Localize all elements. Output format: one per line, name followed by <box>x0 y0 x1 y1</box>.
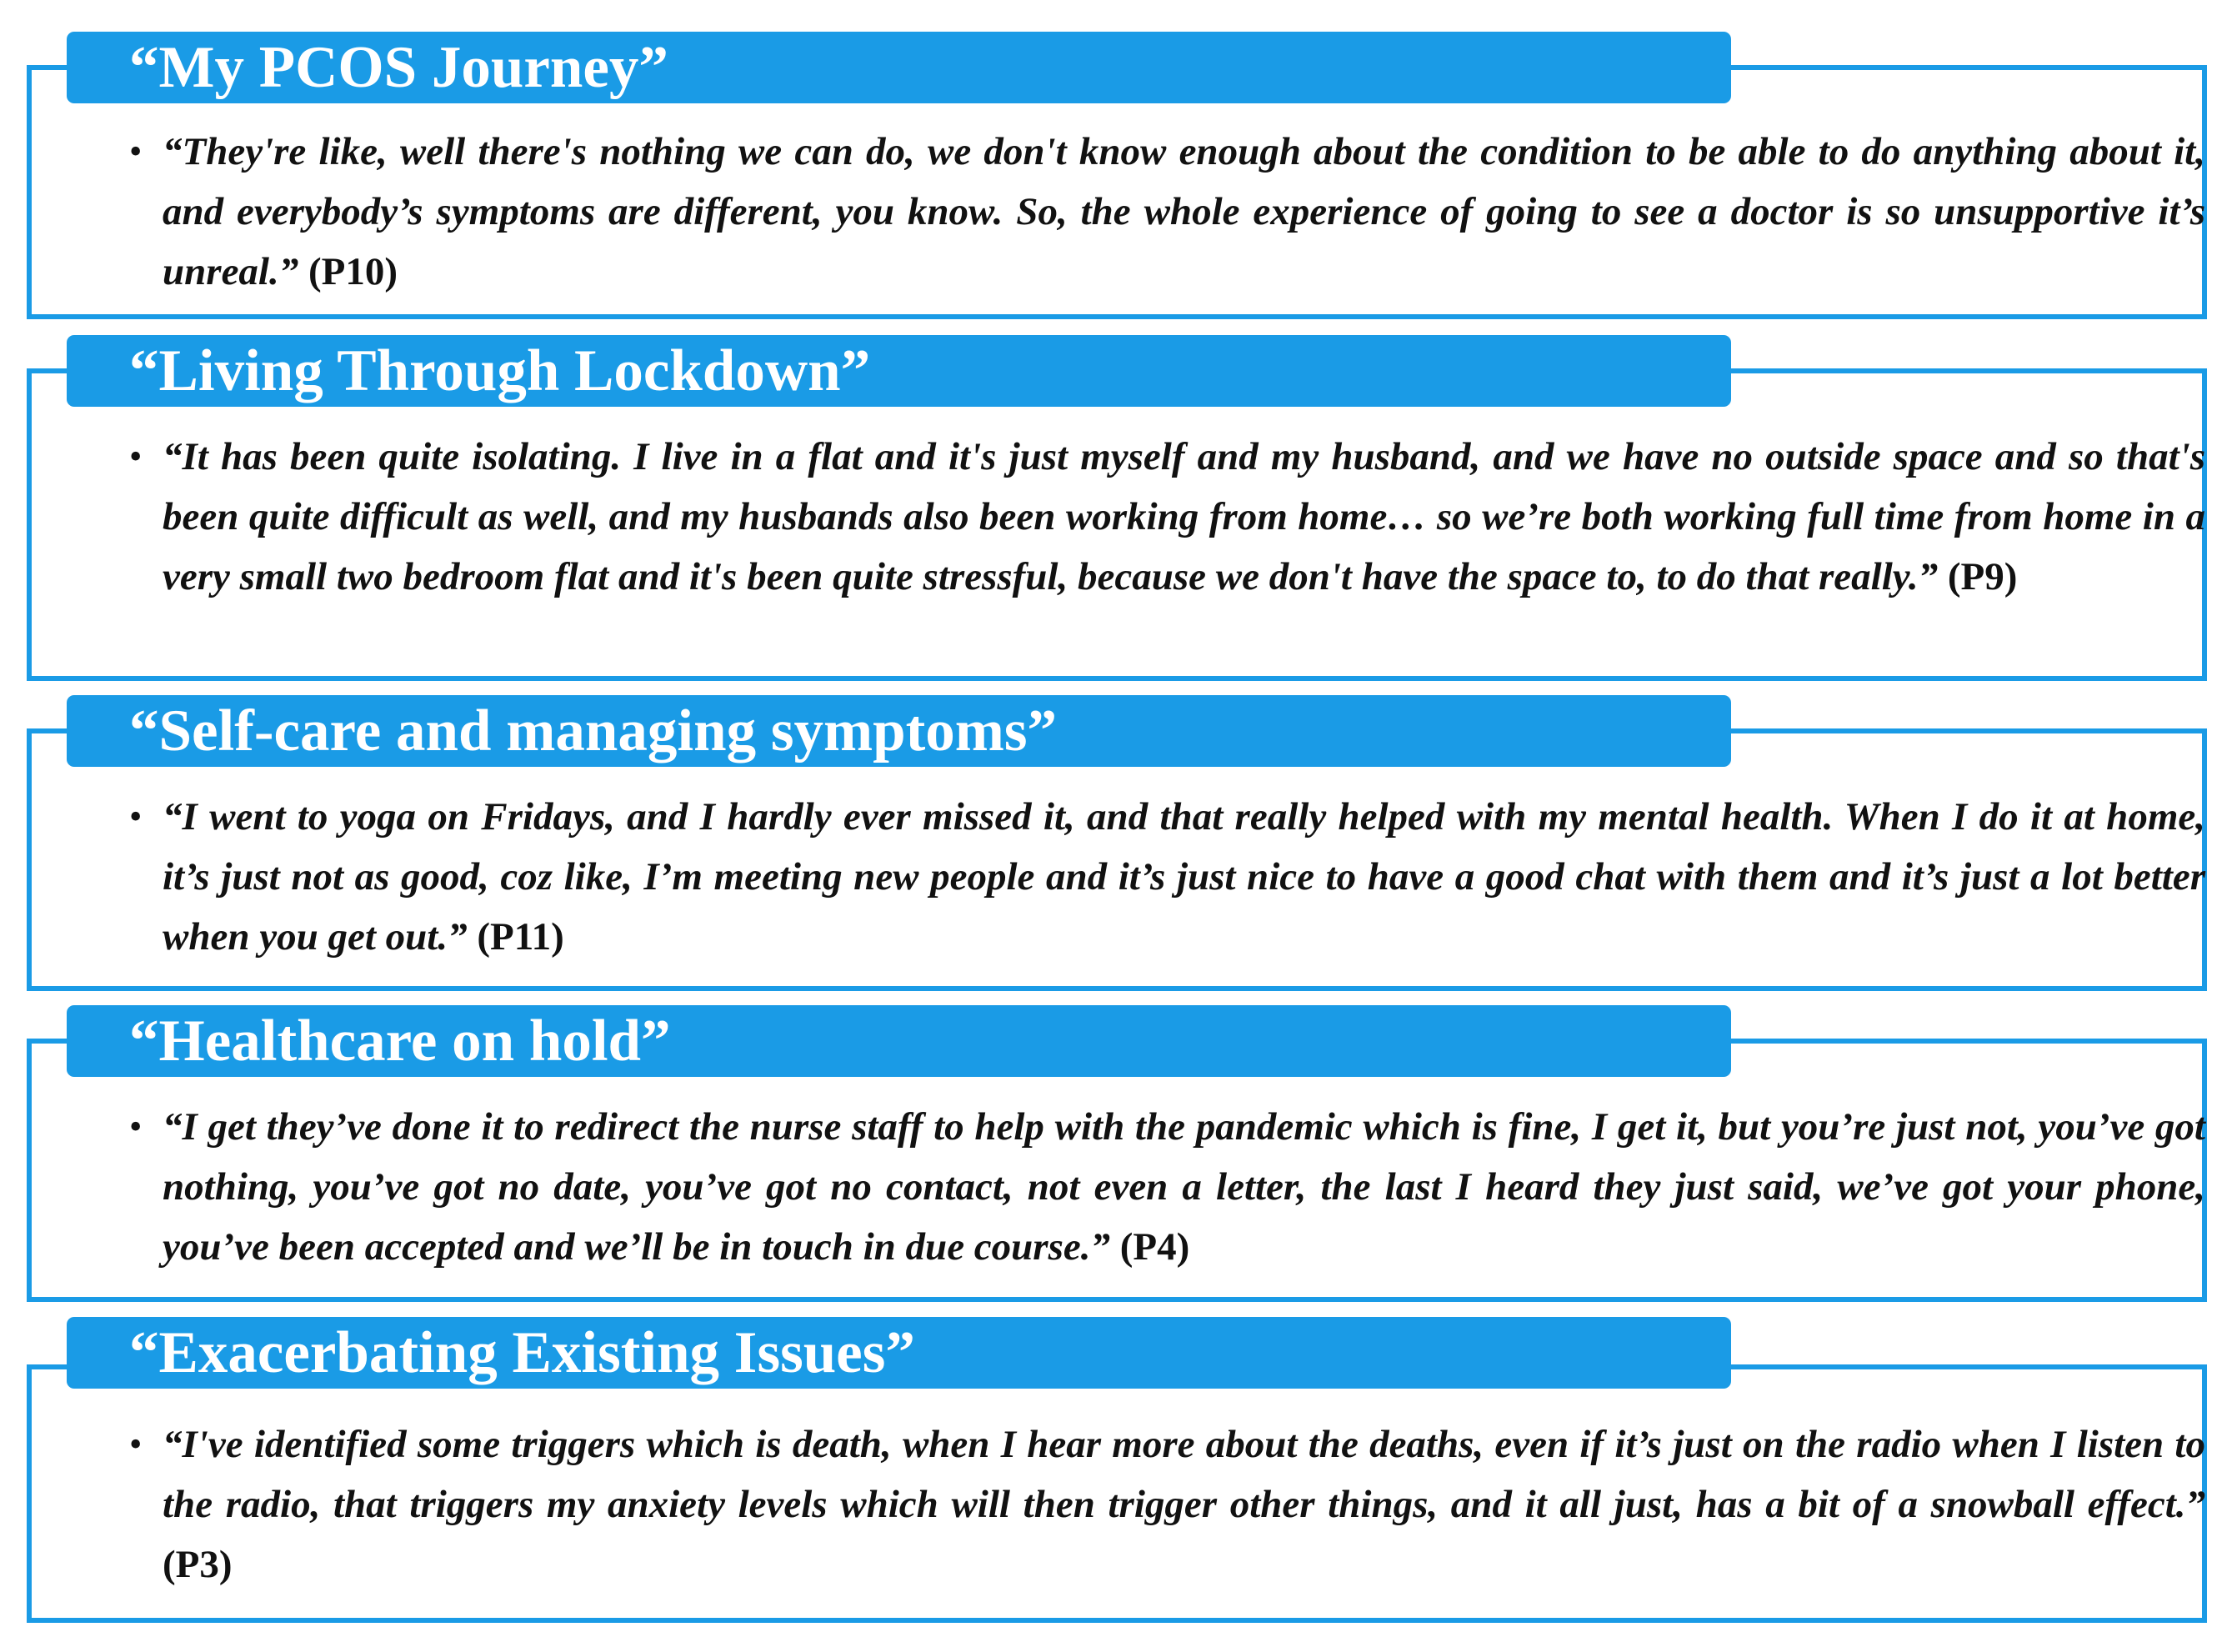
quote-text: “I get they’ve done it to redirect the nurse staff to help with the pandemic which is fine, I get it, but you’re just not, you’ve got nothing, you’ve got no date, you’ve got no contact, not even a letter, the last I heard they just said, we’ve got your phone, you’ve been accepted and we’ll be in touch in due course.” <box>163 1105 2205 1269</box>
theme-title-pcos-journey: “My PCOS Journey” <box>67 32 1731 103</box>
theme-title-exacerbating-issues: “Exacerbating Existing Issues” <box>67 1317 1731 1389</box>
quote-pcos-journey <box>163 122 2205 302</box>
quote-text: “I've identified some triggers which is death, when I hear more about the deaths, even if it’s just on the radio when I listen to the radio, that triggers my anxiety levels which will then trigger other things, and it all just, has a bit of a snowball effect.” <box>163 1423 2205 1526</box>
theme-title-healthcare-on-hold: “Healthcare on hold” <box>67 1005 1731 1077</box>
participant-id: (P11) <box>477 915 564 959</box>
quote-text: “It has been quite isolating. I live in a flat and it's just myself and my husband, and we have no outside space and so that's been quite difficult as well, and my husbands also been working from home… so we’re both working full time from home in a very small two bedroom flat and it's been quite stressful, because we don't have the space to, to do that really.” <box>163 435 2205 598</box>
quote-healthcare-on-hold <box>163 1097 2205 1277</box>
bullet-point: • <box>129 131 143 172</box>
quote-self-care <box>163 787 2205 967</box>
participant-id: (P9) <box>1947 555 2018 598</box>
participant-id: (P3) <box>163 1543 233 1586</box>
bullet-point: • <box>129 796 143 837</box>
participant-id: (P10) <box>308 250 398 293</box>
bullet-point: • <box>129 1424 143 1464</box>
theme-title-self-care: “Self-care and managing symptoms” <box>67 695 1731 767</box>
bullet-point: • <box>129 436 143 477</box>
participant-id: (P4) <box>1119 1225 1190 1269</box>
quote-living-through-lockdown <box>163 427 2205 607</box>
quote-text: “I went to yoga on Fridays, and I hardly ever missed it, and that really helped with my mental health. When I do it at home, it’s just not as good, coz like, I’m meeting new people and it’s just nice to have a good chat with them and it’s just a lot better when you get out.” <box>163 795 2205 959</box>
quote-exacerbating-issues <box>163 1414 2205 1594</box>
bullet-point: • <box>129 1106 143 1147</box>
theme-title-living-through-lockdown: “Living Through Lockdown” <box>67 335 1731 407</box>
quote-text: “They're like, well there's nothing we can do, we don't know enough about the condition to be able to do anything about it, and everybody’s symptoms are different, you know. So, the whole experience of going to see a doctor is so unsupportive it’s unreal.” <box>163 130 2205 293</box>
